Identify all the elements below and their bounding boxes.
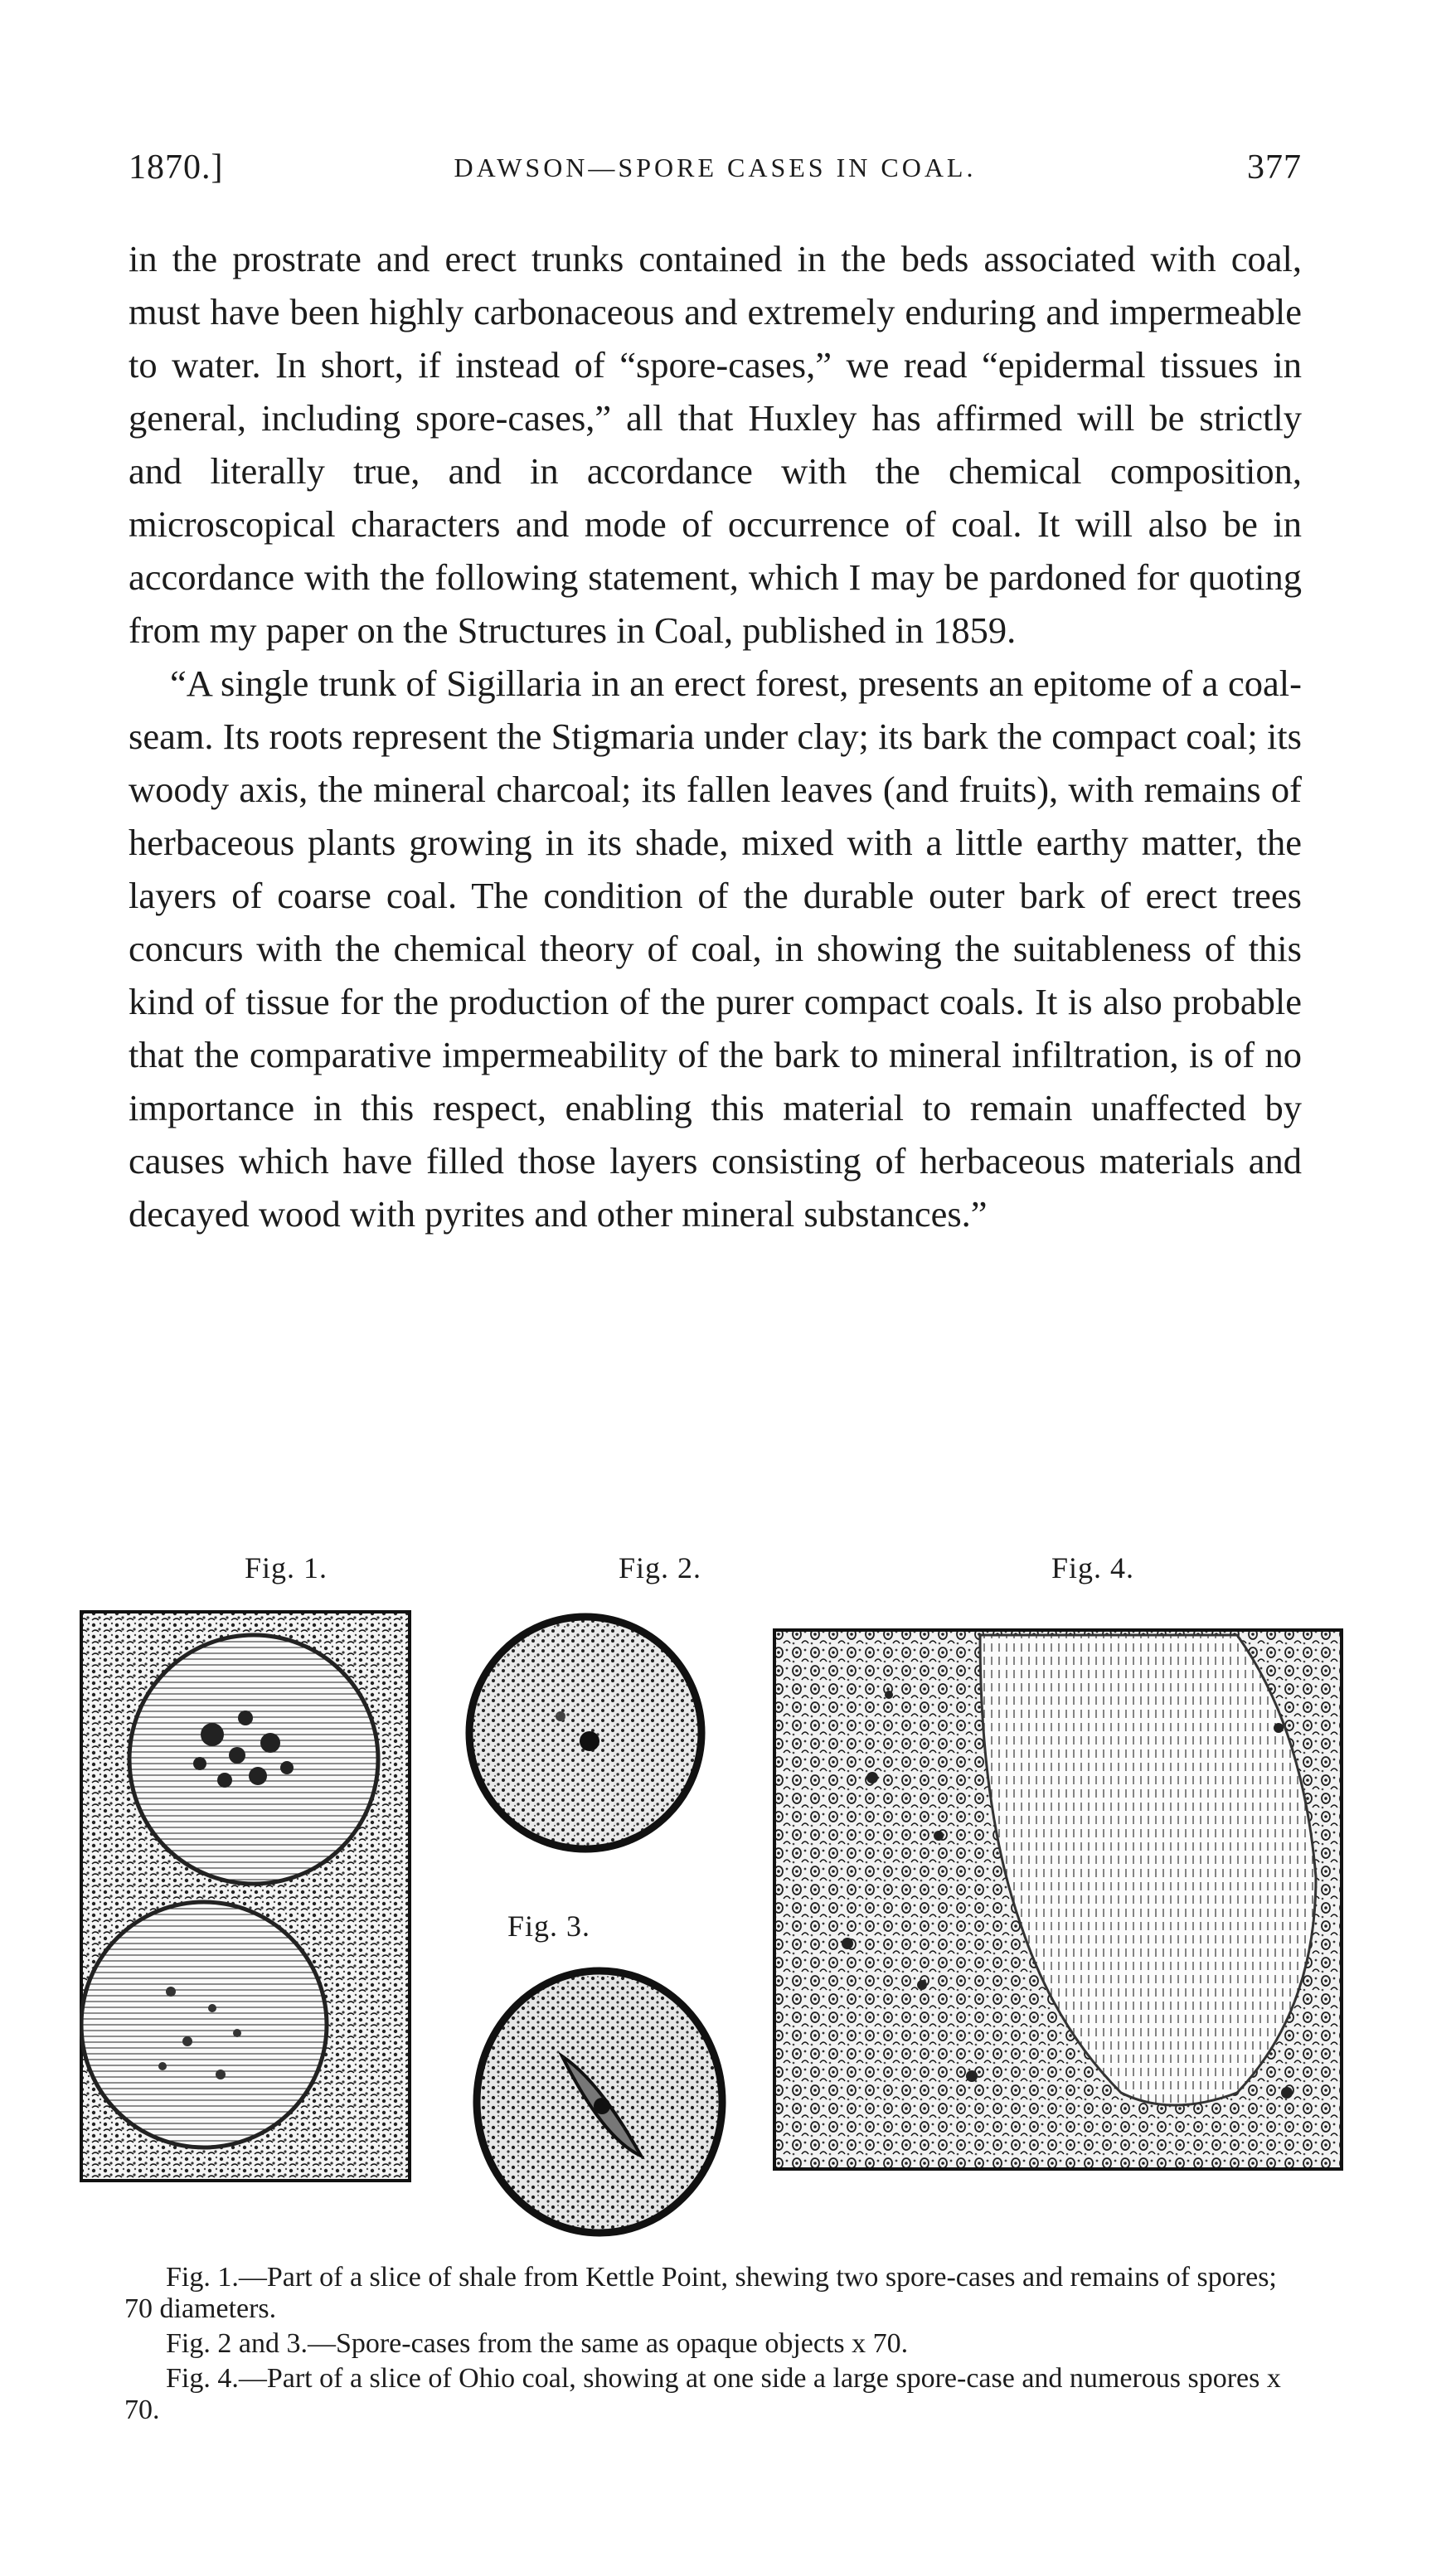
page-number: 377 bbox=[1247, 148, 1302, 187]
fig1-label: Fig. 1. bbox=[245, 1551, 328, 1584]
quoted-paragraph: “A single trunk of Sigillaria in an erect forest, presents an epitome of a coal-seam. Its roots represent the Stigmaria under clay; its bark the compact coal; its woody axis, the mineral charcoal; its fallen leaves (and fruits), with remains of herbaceous plants growing in its shade, mixed with a little earthy matter, the layers of coarse coal. The condition of the durable outer bark of erect trees concurs with the chemical theory of coal, in showing the suitableness of this kind of tissue for the production of the purer compact coals. It is also probable that the comparative impermeability of the bark to mineral infiltration, is of no importance in this respect, enabling this material to remain unaffected by causes which have filled those layers consisting of herbaceous materials and decayed wood with pyrites and other mineral substances.” bbox=[129, 662, 1302, 1235]
fig2-label: Fig. 2. bbox=[619, 1551, 702, 1584]
figure-4-illustration bbox=[773, 1628, 1343, 2171]
caption-fig4: Fig. 4.—Part of a slice of Ohio coal, showing at one side a large spore-case and numerous spores x 70. bbox=[124, 2363, 1281, 2425]
header-year: 1870.] bbox=[129, 148, 224, 187]
figure-2-illustration bbox=[461, 1609, 710, 1857]
paragraph: in the prostrate and erect trunks contained in the beds associated with coal, must have been highly carbonaceous and extremely enduring and impermeable to water. In short, if instead of “spore-cases,” we read “epidermal tissues in general, including spore-cases,” all that Huxley has affirmed will be strictly and literally true, and in accordance with the chemical composition, microscopical characters and mode of occurrence of coal. It will also be in accordance with the following statement, which I may be pardoned for quoting from my paper on the Structures in Coal, published in 1859. bbox=[129, 238, 1302, 651]
body-text bbox=[129, 232, 1302, 1240]
caption-fig1: Fig. 1.—Part of a slice of shale from Kettle Point, shewing two spore-cases and remains of spores; 70 diameters. bbox=[124, 2262, 1277, 2324]
fig3-label: Fig. 3. bbox=[507, 1909, 591, 1943]
caption-fig2-3: Fig. 2 and 3.—Spore-cases from the same as opaque objects x 70. bbox=[166, 2328, 909, 2359]
figure-1-illustration bbox=[80, 1610, 411, 2182]
figure-3-illustration bbox=[471, 1965, 728, 2239]
running-header bbox=[129, 148, 1302, 197]
fig4-label: Fig. 4. bbox=[1051, 1551, 1135, 1584]
header-title: DAWSON—SPORE CASES IN COAL. bbox=[454, 153, 977, 182]
figure-captions bbox=[124, 2262, 1310, 2429]
